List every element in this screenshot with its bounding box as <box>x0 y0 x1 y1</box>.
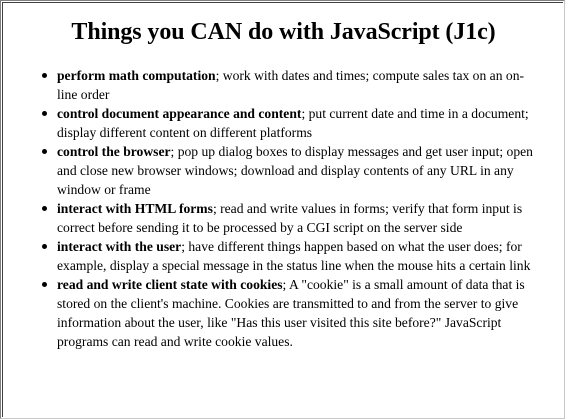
list-item <box>1 237 565 275</box>
list-item <box>1 104 565 142</box>
item-lead: control the browser <box>57 144 171 159</box>
item-lead: perform math computation <box>57 68 216 83</box>
item-text: ; A "cookie" is a small amount of data that is stored on the client's machine. Cookies are transmitted to and from the server to give information about the user, like "Has this user visited this site before?" JavaScript programs can read and write cookie values. <box>57 277 525 349</box>
item-text: ; put current date and time in a document; display different content on different platforms <box>57 106 529 140</box>
bullet-icon <box>42 111 47 116</box>
capabilities-list <box>1 66 565 351</box>
item-text: ; have different things happen based on what the user does; for example, display a special message in the status line when the mouse hits a certain link <box>57 239 531 273</box>
bullet-icon <box>42 282 47 287</box>
bullet-icon <box>42 206 47 211</box>
list-item <box>1 275 565 351</box>
list-item <box>1 142 565 199</box>
item-text: ; read and write values in forms; verify that form input is correct before sending it to be processed by a CGI script on the server side <box>57 201 523 235</box>
bullet-icon <box>42 149 47 154</box>
item-lead: interact with HTML forms <box>57 201 213 216</box>
page-title: Things you CAN do with JavaScript (J1c) <box>71 19 496 45</box>
list-item <box>1 199 565 237</box>
bullet-icon <box>42 73 47 78</box>
item-text: ; work with dates and times; compute sales tax on an on-line order <box>57 68 525 102</box>
item-lead: interact with the user <box>57 239 182 254</box>
bullet-icon <box>42 244 47 249</box>
list-item <box>1 66 565 104</box>
item-text: ; pop up dialog boxes to display messages and get user input; open and close new browser windows; download and display contents of any URL in any window or frame <box>57 144 533 197</box>
item-lead: read and write client state with cookies <box>57 277 283 292</box>
item-lead: control document appearance and content <box>57 106 302 121</box>
